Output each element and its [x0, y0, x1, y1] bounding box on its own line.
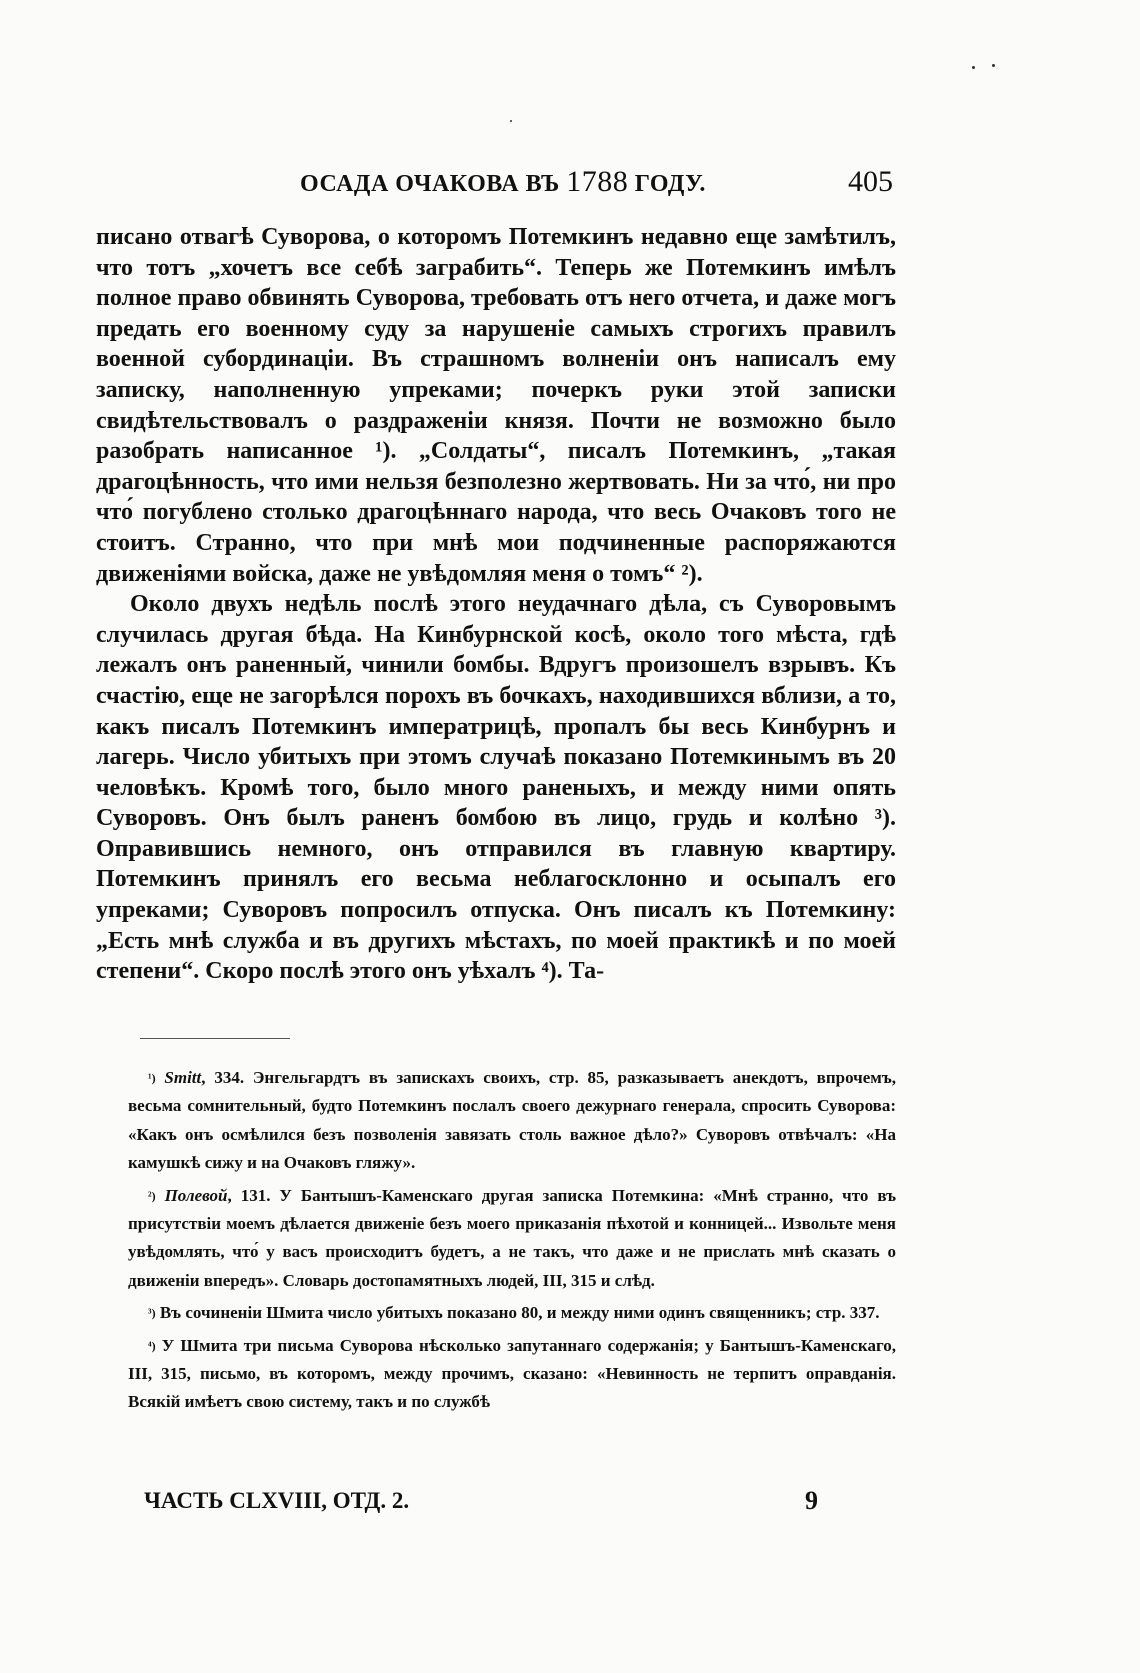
- header-title-tail: ГОДУ.: [634, 171, 706, 197]
- body-paragraph: писано отвагѣ Суворова, о которомъ Потемкинъ недавно еще замѣтилъ, что тотъ „хочетъ все себѣ заграбить“. Теперь же Потемкинъ имѣлъ полное право обвинять Суворова, требовать отъ него отчета, и даже могъ предать его военному суду за нарушеніе самыхъ строгихъ правилъ военной субординаціи. Въ страшномъ волненіи онъ написалъ ему записку, наполненную упреками; почеркъ руки этой записки свидѣтельствовалъ о раздраженіи князя. Почти не возможно было разобрать написанное ¹). „Солдаты“, писалъ Потемкинъ, „такая драгоцѣнность, что ими нельзя безполезно жертвовать. Ни за что́, ни про что́ погублено столько драгоцѣннаго народа, что весь Очаковъ того не стоитъ. Странно, что при мнѣ мои подчиненные распоряжаются движеніями войска, даже не увѣдомляя меня о томъ“ ²).: [96, 224, 896, 587]
- footnote-text: Въ сочиненіи Шмита число убитыхъ показано 80, и между ними одинъ священникъ; стр. 337.: [159, 1303, 880, 1323]
- footnote: [128, 1299, 896, 1327]
- footnote-mark: ³): [148, 1306, 156, 1321]
- footnote-mark: ⁴): [148, 1338, 156, 1353]
- footnote: [128, 1182, 896, 1296]
- page-speck: [510, 120, 512, 122]
- header-title-text: ОСАДА ОЧАКОВА ВЪ: [300, 171, 560, 197]
- header-title-year: 1788: [566, 165, 629, 198]
- page-speck: [992, 64, 995, 67]
- page-speck: [972, 66, 975, 69]
- footnotes: [128, 1064, 896, 1421]
- footnote: [128, 1064, 896, 1178]
- footnote-text: , 334. Энгельгардтъ въ запискахъ своихъ, стр. 85, разказываетъ анекдотъ, впрочемъ, весьма сомнительный, будто Потемкинъ послалъ своего дежурнаго генерала, спросить Суворова: «Какъ онъ осмѣлился безъ позволенія завязать столь важное дѣло?» Суворовъ отвѣчалъ: «На камушкѣ сижу и на Очаковъ гляжу».: [128, 1068, 897, 1173]
- footnote-source: Smitt: [164, 1068, 202, 1087]
- body-paragraph: Около двухъ недѣль послѣ этого неудачнаго дѣла, съ Суворовымъ случилась другая бѣда. На Кинбурнской косѣ, около того мѣста, гдѣ лежалъ онъ раненный, чинили бомбы. Вдругъ произошелъ взрывъ. Къ счастію, еще не загорѣлся порохъ въ бочкахъ, находившихся вблизи, а то, какъ писалъ Потемкинъ императрицѣ, пропалъ бы весь Кинбурнъ и лагерь. Число убитыхъ при этомъ случаѣ показано Потемкинымъ въ 20 человѣкъ. Кромѣ того, было много раненыхъ, и между ними опять Суворовъ. Онъ былъ раненъ бомбою въ лицо, грудь и колѣно ³). Оправившись немного, онъ отправился въ главную квартиру. Потемкинъ принялъ его весьма неблагосклонно и осыпалъ его упреками; Суворовъ попросилъ отпуска. Онъ писалъ къ Потемкину: „Есть мнѣ служба и въ другихъ мѣстахъ, по моей практикѣ и по моей степени“. Скоро послѣ этого онъ уѣхалъ ⁴). Та-: [96, 591, 896, 985]
- footnote-source: Полевой: [164, 1185, 228, 1205]
- sheet-number: 9: [805, 1486, 818, 1515]
- body-text: [96, 222, 896, 987]
- signature-label: ЧАСТЬ CLXVIII, ОТД. 2.: [144, 1488, 410, 1513]
- page-number: 405: [848, 165, 893, 198]
- footnote-mark: ²): [148, 1188, 156, 1203]
- footnote-mark: ¹): [148, 1071, 156, 1085]
- footnote: [128, 1332, 896, 1417]
- footnote-text: , 131. У Бантышъ-Каменскаго другая записка Потемкина: «Мнѣ странно, что въ присутствіи моемъ дѣлается движеніе безъ моего приказанія пѣхотой и конницей... Извольте меня увѣдомлять, что́ у васъ происходитъ будетъ, а не такъ, что даже и не прислать мнѣ сказать о движеніи впередъ». Словарь достопамятныхъ людей, III, 315 и слѣд.: [128, 1185, 896, 1290]
- footnote-text: У Шмита три письма Суворова нѣсколько запутаннаго содержанія; у Бантышъ-Каменскаго, III, 315, письмо, въ которомъ, между прочимъ, сказано: «Невинность не терпитъ оправданія. Всякій имѣетъ свою систему, такъ и по службѣ: [128, 1335, 897, 1412]
- footnote-separator: [140, 1038, 290, 1039]
- running-header-title: [300, 165, 706, 199]
